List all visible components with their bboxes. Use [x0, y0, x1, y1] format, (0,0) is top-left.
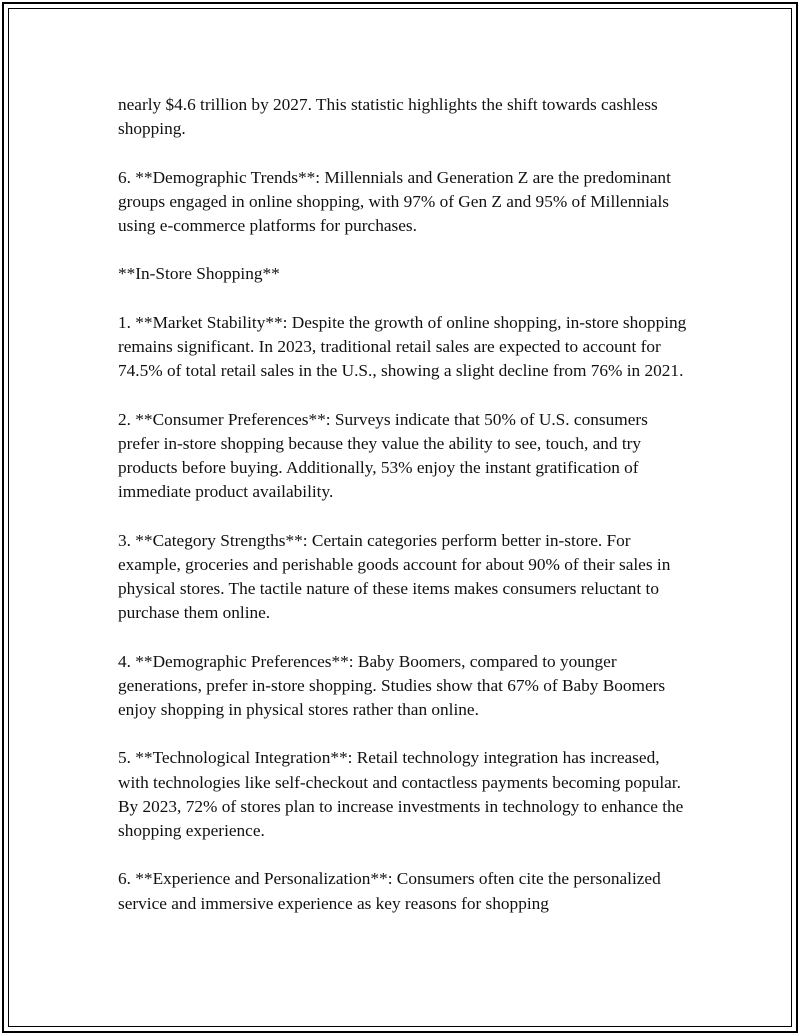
- paragraph-experience-personalization: 6. **Experience and Personalization**: Consumers often cite the personalized service and immersive experience as key reasons for shopping: [118, 869, 661, 913]
- paragraph-demographic-trends: 6. **Demographic Trends**: Millennials and Generation Z are the predominant groups engaged in online shopping, with 97% of Gen Z and 95% of Millennials using e-commerce platforms for purchases.: [118, 167, 671, 235]
- paragraph-category-strengths: 3. **Category Strengths**: Certain categories perform better in-store. For example, groceries and perishable goods account for about 90% of their sales in physical stores. The tactile nature of these items makes consumers reluctant to purchase them online.: [118, 530, 671, 623]
- paragraph-technological-integration: 5. **Technological Integration**: Retail technology integration has increased, with technologies like self-checkout and contactless payments becoming popular. By 2023, 72% of stores plan to increase investments in technology to enhance the shopping experience.: [118, 748, 684, 840]
- paragraph-continuation: nearly $4.6 trillion by 2027. This statistic highlights the shift towards cashless shopping.: [118, 95, 658, 139]
- paragraph-consumer-preferences: 2. **Consumer Preferences**: Surveys indicate that 50% of U.S. consumers prefer in-store shopping because they value the ability to see, touch, and try products before buying. Additionally, 53% enjoy the instant gratification of immediate product availability.: [118, 409, 648, 502]
- paragraph-demographic-preferences: 4. **Demographic Preferences**: Baby Boomers, compared to younger generations, prefer in-store shopping. Studies show that 67% of Baby Boomers enjoy shopping in physical stores rather than online.: [118, 651, 666, 719]
- document-body: [118, 93, 693, 940]
- paragraph-market-stability: 1. **Market Stability**: Despite the growth of online shopping, in-store shopping remains significant. In 2023, traditional retail sales are expected to account for 74.5% of total retail sales in the U.S., showing a slight decline from 76% in 2021.: [118, 312, 687, 381]
- section-heading-in-store-shopping: **In-Store Shopping**: [118, 264, 280, 284]
